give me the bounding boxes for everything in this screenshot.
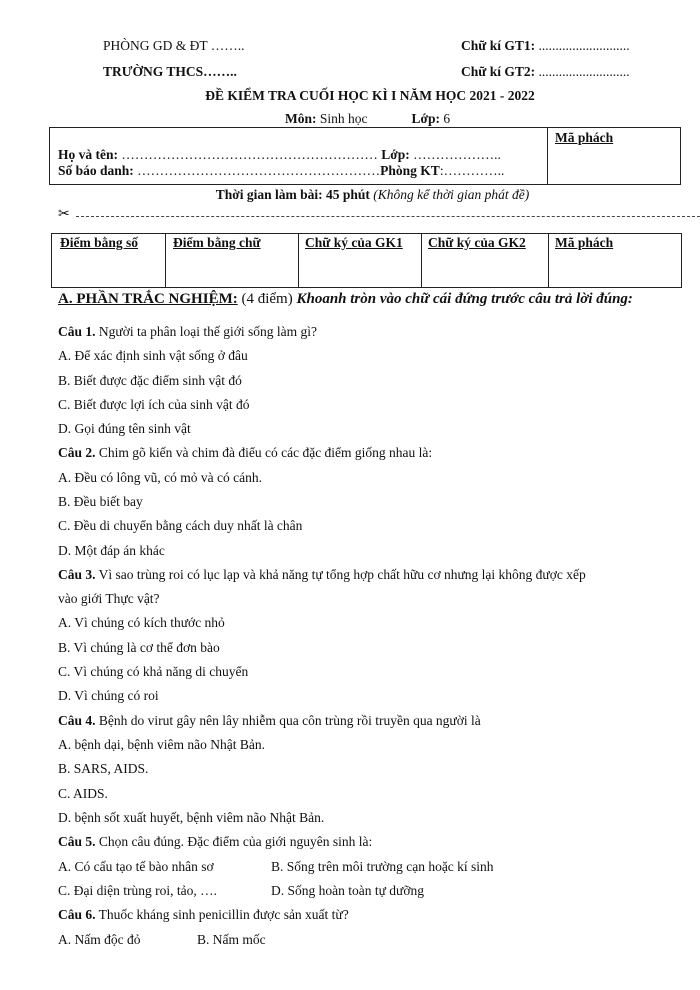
grade-col-divider xyxy=(548,234,549,287)
grade-header-gk1-signature: Chữ ký của GK1 xyxy=(305,235,403,250)
question-6: Câu 6. Thuốc kháng sinh penicillin được sản xuất từ? xyxy=(58,907,349,922)
q5-option-c[interactable]: C. Đại diện trùng roi, tảo, …. xyxy=(58,883,217,898)
question-4: Câu 4. Bệnh do virut gây nên lây nhiễm qua côn trùng rồi truyền qua người là xyxy=(58,713,481,728)
q4-option-d[interactable]: D. bệnh sốt xuất huyết, bệnh viêm não Nhật Bản. xyxy=(58,810,325,825)
grade-header-score-words: Điểm bằng chữ xyxy=(173,235,261,250)
q1-option-c[interactable]: C. Biết được lợi ích của sinh vật đó xyxy=(58,397,250,412)
q5-option-d[interactable]: D. Sống hoàn toàn tự dưỡng xyxy=(271,883,425,898)
grade-header-ma-phach: Mã phách xyxy=(555,235,614,250)
q6-option-a[interactable]: A. Nấm độc đỏ xyxy=(58,932,141,947)
info-box-divider xyxy=(547,128,548,184)
question-1: Câu 1. Người ta phân loại thế giới sống làm gì? xyxy=(58,324,317,339)
ma-phach-label: Mã phách xyxy=(555,130,614,145)
student-name-field[interactable]: Họ và tên: ………………………………………………… Lớp: ……………….. xyxy=(58,147,501,162)
q4-option-a[interactable]: A. bệnh dại, bệnh viêm não Nhật Bản. xyxy=(58,737,265,752)
q1-option-b[interactable]: B. Biết được đặc điểm sinh vật đó xyxy=(58,373,242,388)
grade-header-gk2-signature: Chữ ký của GK2 xyxy=(428,235,526,250)
subject-line: Môn: Sinh học Lớp: 6 xyxy=(285,111,451,126)
q3-option-c[interactable]: C. Vì chúng có khả năng di chuyển xyxy=(58,664,249,679)
scissors-icon: ✂ xyxy=(58,207,70,222)
q2-option-a[interactable]: A. Đều có lông vũ, có mỏ và có cánh. xyxy=(58,470,262,485)
q4-option-b[interactable]: B. SARS, AIDS. xyxy=(58,761,149,776)
grade-col-divider xyxy=(298,234,299,287)
question-2: Câu 2. Chim gõ kiến và chim đà điểu có các đặc điểm giống nhau là: xyxy=(58,445,433,460)
time-limit: Thời gian làm bài: 45 phút (Không kể thời gian phát đề) xyxy=(215,187,530,202)
section-a-heading: A. PHẦN TRẮC NGHIỆM: (4 điểm) Khoanh tròn vào chữ cái đứng trước câu trả lời đúng: xyxy=(58,291,633,307)
grade-table xyxy=(51,233,682,288)
dashed-divider xyxy=(76,216,700,217)
q5-option-a[interactable]: A. Có cấu tạo tế bào nhân sơ xyxy=(58,859,214,874)
question-5: Câu 5. Chọn câu đúng. Đặc điểm của giới nguyên sinh là: xyxy=(58,834,373,849)
q5-option-b[interactable]: B. Sống trên môi trường cạn hoặc kí sinh xyxy=(271,859,494,874)
q1-option-d[interactable]: D. Gọi đúng tên sinh vật xyxy=(58,421,191,436)
q1-option-a[interactable]: A. Để xác định sinh vật sống ở đâu xyxy=(58,348,248,363)
q2-option-d[interactable]: D. Một đáp án khác xyxy=(58,543,165,558)
q6-option-b[interactable]: B. Nấm mốc xyxy=(197,932,266,947)
q2-option-b[interactable]: B. Đều biết bay xyxy=(58,494,143,509)
department-label: PHÒNG GD & ĐT …….. xyxy=(103,38,245,53)
exam-title: ĐỀ KIỂM TRA CUỐI HỌC KÌ I NĂM HỌC 2021 - 2022 xyxy=(205,88,535,103)
grade-col-divider xyxy=(165,234,166,287)
q3-option-a[interactable]: A. Vì chúng có kích thước nhỏ xyxy=(58,615,225,630)
examiner-signature-1: Chữ kí GT1: ........................... xyxy=(461,38,630,53)
grade-col-divider xyxy=(421,234,422,287)
q2-option-c[interactable]: C. Đều di chuyển bằng cách duy nhất là chân xyxy=(58,518,303,533)
question-3-continued: vào giới Thực vật? xyxy=(58,591,160,606)
q3-option-d[interactable]: D. Vì chúng có roi xyxy=(58,688,159,703)
examiner-signature-2: Chữ kí GT2: ........................... xyxy=(461,64,630,79)
student-id-field[interactable]: Số báo danh: ………………………………………………Phòng KT:………….. xyxy=(58,163,505,178)
student-info-box xyxy=(49,127,681,185)
question-3: Câu 3. Vì sao trùng roi có lục lạp và khả năng tự tổng hợp chất hữu cơ nhưng lại không được xếp xyxy=(58,567,586,582)
q3-option-b[interactable]: B. Vì chúng là cơ thể đơn bào xyxy=(58,640,220,655)
q4-option-c[interactable]: C. AIDS. xyxy=(58,786,108,801)
school-label: TRƯỜNG THCS…….. xyxy=(103,64,237,79)
grade-header-score-number: Điểm bằng số xyxy=(60,235,139,250)
